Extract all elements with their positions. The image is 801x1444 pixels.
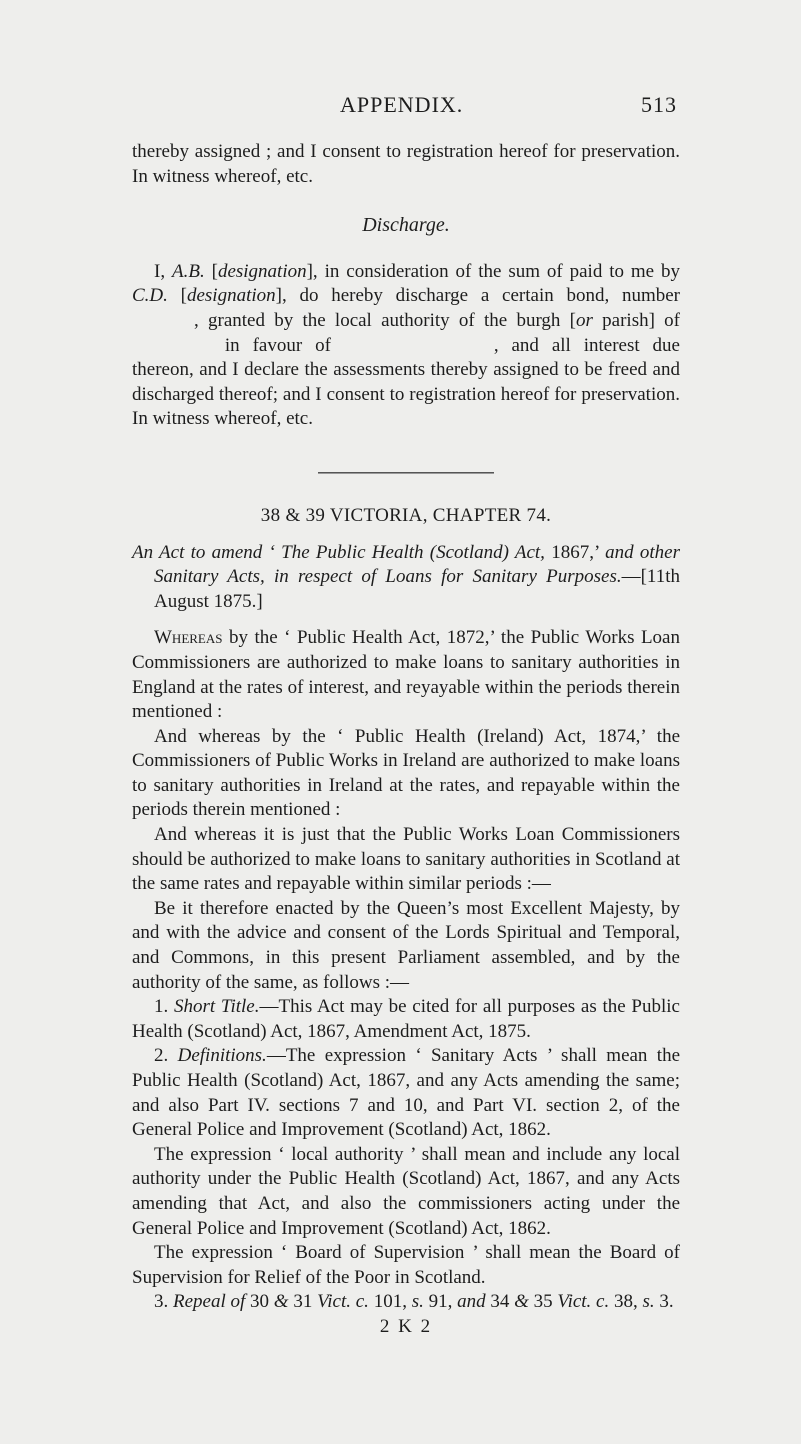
continuation-line: In witness whereof, etc.	[132, 165, 313, 187]
italic-run: and other Sanitary Acts, in respect of Loans for Sanitary Purposes.	[154, 541, 680, 588]
text-run: 3.	[654, 1291, 674, 1313]
italic-run: and	[457, 1291, 486, 1313]
signature-mark: 2 K 2	[379, 1315, 433, 1337]
text-run: 30	[245, 1291, 274, 1313]
section-title: Definitions.	[177, 1045, 267, 1067]
text-run: ], do hereby discharge a certain bond, number	[275, 285, 680, 307]
text-run: I,	[154, 260, 172, 282]
italic-run: C.D.	[132, 285, 168, 307]
page-body	[132, 140, 680, 1340]
section-text: —The expression ‘ Sanitary Acts ’ shall mean the Public Health (Scotland) Act, 1867, and any Acts amending the same; and also Part IV. sections 7 and 10, and Part VI. section 2, of the General Police and Improvement (Scotland) Act, 1862.	[132, 1045, 680, 1141]
section-2	[132, 1044, 680, 1142]
section-3	[132, 1290, 680, 1315]
text-run: [	[167, 285, 187, 307]
text-run: 101,	[368, 1291, 412, 1313]
text-run: [	[204, 260, 218, 282]
section-number: 1.	[154, 996, 174, 1018]
text-run: 34	[485, 1291, 515, 1313]
section-1	[132, 995, 680, 1044]
section-separator	[318, 472, 494, 474]
italic-run: An Act to amend ‘ The Public Health (Scotland) Act,	[132, 541, 545, 563]
page-number: 513	[641, 92, 677, 117]
section-text: —This Act may be cited for all purposes as the Public Health (Scotland) Act, 1867, Amendment Act, 1875.	[132, 996, 680, 1042]
italic-run: A.B.	[171, 260, 205, 282]
text-run: 91,	[423, 1291, 458, 1313]
preamble-paragraph: And whereas it is just that the Public Works Loan Commissioners should be authorized to make loans to sanitary authorities in Scotland at the same rates and repayable within similar periods :—	[132, 824, 680, 895]
text-run: in favour of	[212, 334, 344, 356]
italic-run: designation	[217, 260, 307, 282]
preamble-paragraph	[132, 626, 680, 724]
text-run: 31	[288, 1291, 318, 1313]
running-header	[0, 92, 801, 122]
section-number: 2.	[154, 1045, 178, 1067]
italic-run: &	[514, 1291, 529, 1313]
text-run: —[11th August 1875.]	[154, 566, 680, 612]
italic-run: s.	[642, 1291, 655, 1313]
text-run: 1867,’	[544, 541, 606, 563]
section-2-paragraph: The expression ‘ local authority ’ shall mean and include any local authority under the Public Health (Scotland) Act, 1867, and any Acts amending that Act, and also the commissioners acting under the General Police and Improvement (Scotland) Act, 1862.	[132, 1143, 680, 1239]
chapter-heading: 38 & 39 VICTORIA, CHAPTER 74.	[260, 504, 552, 526]
italic-run: Repeal of	[173, 1291, 246, 1313]
discharge-paragraph	[132, 260, 680, 432]
italic-run: Vict. c.	[557, 1291, 610, 1313]
discharge-heading: Discharge.	[362, 214, 450, 237]
text-run: by the ‘ Public Health Act, 1872,’ the Public Works Loan Commissioners are authorized to make loans to sanitary authorities in England at the rates of interest, and reyayable within the periods therein mentioned :	[132, 627, 680, 723]
italic-run: designation	[186, 285, 276, 307]
enacting-formula: Be it therefore enacted by the Queen’s most Excellent Majesty, by and with the advice and consent of the Lords Spiritual and Temporal, and Commons, in this present Parliament assembled, and by the authority of the same, as follows :—	[132, 897, 680, 993]
text-run: , and all interest due thereon, and I declare the assessments thereby assigned to be freed and discharged thereof; and I consent to registration hereof for preservation. In witness whereof, etc.	[132, 334, 680, 430]
italic-run: &	[273, 1291, 289, 1313]
italic-run: s.	[411, 1291, 424, 1313]
section-2-paragraph: The expression ‘ Board of Supervision ’ shall mean the Board of Supervision for Relief of the Poor in Scotland.	[132, 1242, 680, 1288]
small-caps-run: Whereas	[154, 627, 223, 649]
text-run: 35	[528, 1291, 558, 1313]
preamble-paragraph: And whereas by the ‘ Public Health (Ireland) Act, 1874,’ the Commissioners of Public Works in Ireland are authorized to make loans to sanitary authorities in Ireland at the rates, and repayable within the periods therein mentioned :	[132, 725, 680, 821]
act-long-title	[132, 541, 680, 615]
section-number: 3.	[154, 1291, 173, 1313]
section-title: Short Title.	[174, 996, 260, 1018]
continuation-line: thereby assigned ; and I consent to registration hereof for preservation.	[132, 141, 680, 162]
italic-run: Vict. c.	[317, 1291, 369, 1313]
running-title: APPENDIX.	[340, 92, 464, 117]
text-run: ], in consideration of the sum of paid to me by	[306, 260, 681, 282]
italic-run: or	[576, 309, 593, 331]
text-run: , granted by the local authority of the burgh [	[194, 309, 577, 331]
continuation-text	[132, 140, 680, 189]
text-run: 38,	[609, 1291, 643, 1313]
text-run: parish] of	[592, 309, 680, 331]
